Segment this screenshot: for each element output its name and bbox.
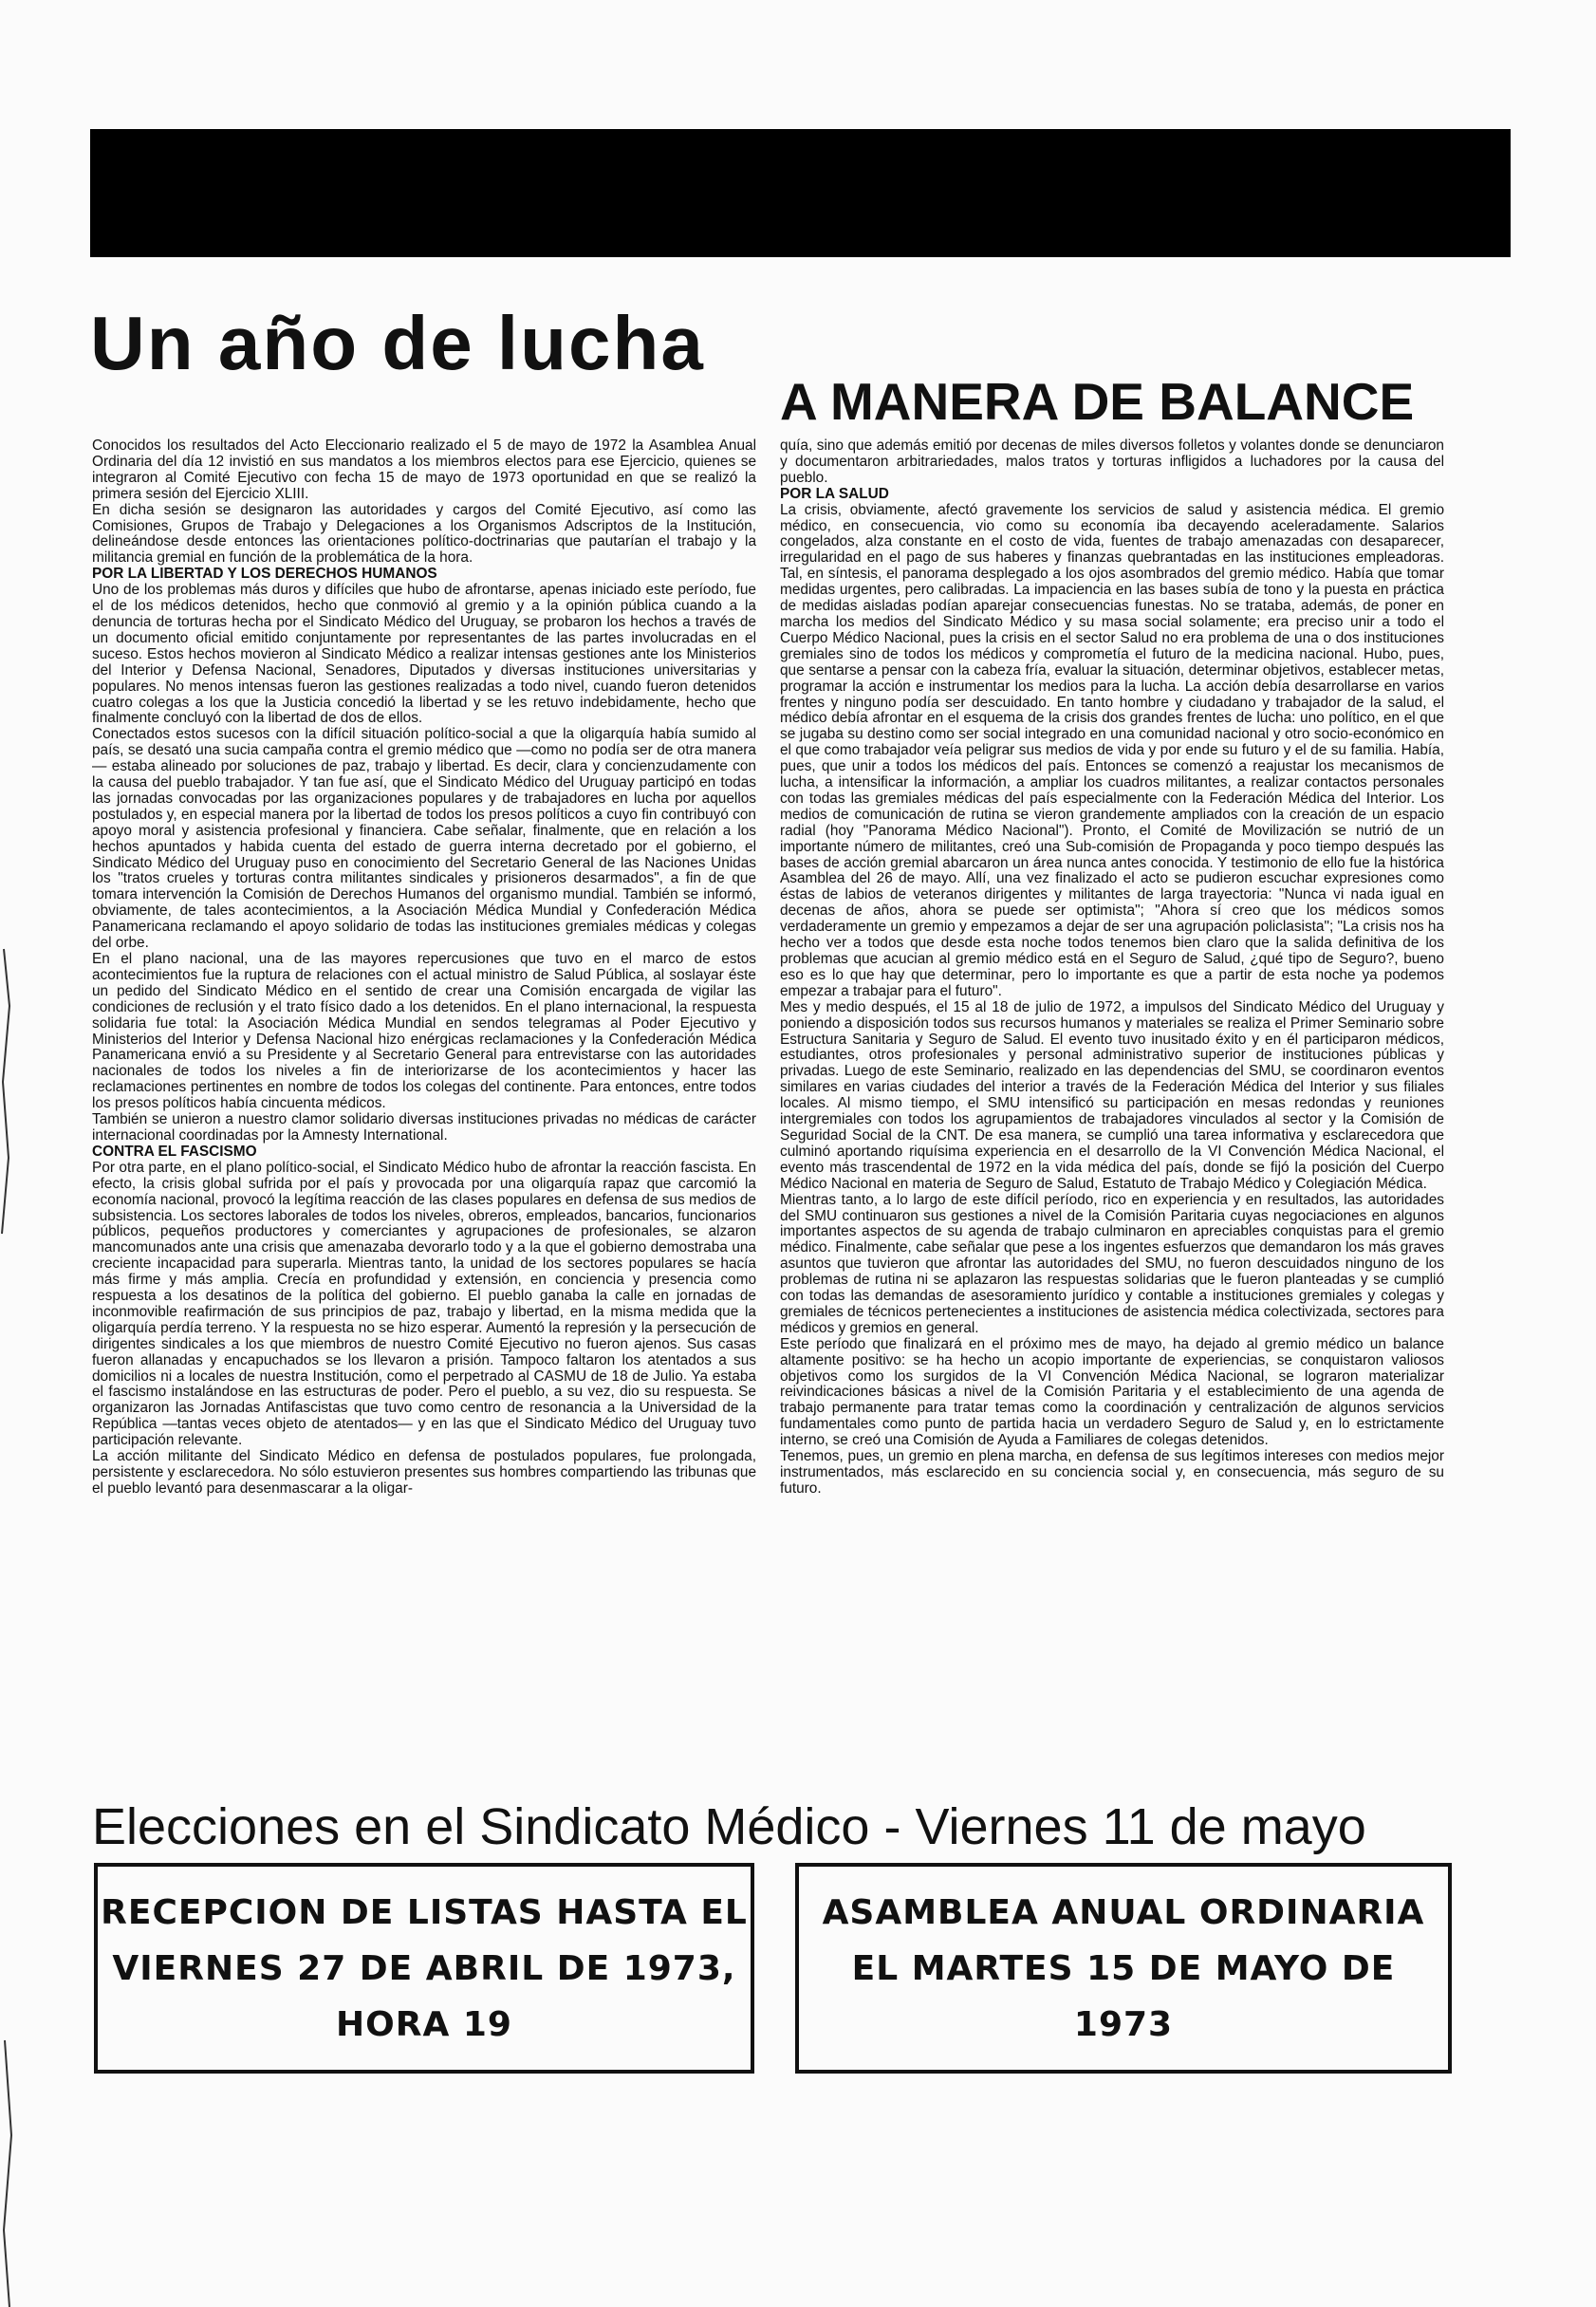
paragraph: quía, sino que además emitió por decenas de miles diversos folletos y volantes donde se denunciaron y documentaron arbitrariedades, malos tratos y torturas infligidos a luchadores por la causa del pueblo. bbox=[780, 437, 1444, 486]
paragraph: Por otra parte, en el plano político-social, el Sindicato Médico hubo de afrontar la reacción fascista. En efecto, la crisis global sufrida por el país y provocada por una oligarquía rapaz que carcomió la economía nacional, provocó la legítima reacción de las clases populares en defensa de sus medios de subsistencia. Los sectores laborales de todos los niveles, obreros, empleados, bancarios, funcionarios públicos, pequeños productores y comerciantes y agrupaciones de profesionales, se alzaron mancomunados ante una crisis que amenazaba devorarlo todo y a la que el gobierno demostraba una creciente incapacidad para superarla. Mientras tanto, la unidad de los sectores populares se hacía más firme y más amplia. Crecía en profundidad y extensión, en conciencia y presencia como respuesta a los desatinos de la política del gobierno. El pueblo ganaba la calle en jornadas de inconmovible reafirmación de sus principios de paz, trabajo y libertad, en la misma medida que la oligarquía perdía terreno. Y la respuesta no se hizo esperar. Aumentó la represión y la persecución de dirigentes sindicales a los que miembros de nuestro Comité Ejecutivo no fueron ajenos. Sus casas fueron allanadas y encapuchados se los llevaron a prisión. Tampoco faltaron los atentados a sus domicilios ni a locales de nuestra Institución, como el perpetrado al CASMU de 18 de Julio. Ya estaba el fascismo instalándose en las estructuras de poder. Pero el pueblo, a su vez, dio su respuesta. Se organizaron las Jornadas Antifascistas que tuvo como centro de resonancia a la Universidad de la República —tantas veces objeto de atentados— y en las que el Sindicato Médico del Uruguay tuvo participación relevante. bbox=[92, 1159, 756, 1449]
paragraph: Uno de los problemas más duros y difíciles que hubo de afrontarse, apenas iniciado este período, fue el de los médicos detenidos, hecho que conmovió al gremio y a la opinión pública cuando a la denuncia de torturas hecha por el Sindicato Médico del Uruguay, se probaron los hechos a través de un documento oficial emitido conjuntamente por representantes de las partes involucradas en el suceso. Estos hechos movieron al Sindicato Médico a realizar intensas gestiones ante los Ministerios del Interior y Defensa Nacional, Senadores, Diputados y diversas instituciones universitarias y populares. No menos intensas fueron las gestiones realizadas a todo nivel, cuando fueron detenidos cuatro colegas a los que la Justicia concedió la libertad y se les retuvo indebidamente, hecho que finalmente concluyó con la libertad de dos de ellos. bbox=[92, 582, 756, 727]
box-list-reception bbox=[94, 1863, 754, 2074]
header-black-bar bbox=[90, 129, 1511, 257]
right-column bbox=[780, 438, 1444, 1498]
paragraph: Tenemos, pues, un gremio en plena marcha, en defensa de sus legítimos intereses con medios mejor instrumentados, más esclarecido en su conciencia social y, en consecuencia, más seguro de su futuro. bbox=[780, 1448, 1444, 1497]
section-heading: POR LA LIBERTAD Y LOS DERECHOS HUMANOS bbox=[92, 566, 437, 583]
paragraph: La acción militante del Sindicato Médico en defensa de postulados populares, fue prolongada, persistente y esclarecedora. No sólo estuvieron presentes sus hombres compartiendo las tribunas que el pueblo levantó para desenmascarar a la oligar- bbox=[92, 1448, 756, 1497]
article-title: A MANERA DE BALANCE bbox=[780, 372, 1415, 431]
paragraph: En el plano nacional, una de las mayores repercusiones que tuvo en el marco de estos acontecimientos fue la ruptura de relaciones con el actual ministro de Salud Pública, al soslayar éste un pedido del Sindicato Médico en el sentido de crear una Comisión encargada de vigilar las condiciones de reclusión y el trato físico dado a los detenidos. En el plano internacional, la respuesta solidaria fue total: la Asociación Médica Mundial en sendos telegramas al Poder Ejecutivo y Ministerios del Interior y Defensa Nacional hizo enérgicas reclamaciones y la Confederación Médica Panamericana envió a su Presidente y al Secretario General para entrevistarse con las autoridades nacionales de todos los niveles a fin de interiorizarse de los acontecimientos y hacer las reclamaciones pertinentes en nombre de todos los colegas del continente. Para entonces, entre todos los presos políticos había cincuenta médicos. bbox=[92, 951, 756, 1112]
elections-banner: Elecciones en el Sindicato Médico - Viernes 11 de mayo bbox=[92, 1798, 1366, 1855]
paragraph: Mes y medio después, el 15 al 18 de julio de 1972, a impulsos del Sindicato Médico del Uruguay y poniendo a disposición todos sus recursos humanos y materiales se realiza el Primer Seminario sobre Estructura Sanitaria y Seguro de Salud. El evento tuvo inusitado éxito y en él participaron médicos, estudiantes, otros profesionales y personal administrativo superior de instituciones públicas y privadas. Luego de este Seminario, realizado en las dependencias del SMU, se coordinaron eventos similares en varias ciudades del interior a través de la Federación Médica del Interior y sus filiales locales. Al mismo tiempo, el SMU intensificó su participación en mesas redondas y reuniones intergremiales con todos los agrupamientos de trabajadores vinculados al sector y la Comisión de Seguridad Social de la CNT. De esa manera, se cumplió una tarea informativa y esclarecedora que culminó aportando riquísima experiencia en el desarrollo de la VI Convención Médica Nacional, el evento más trascendental de 1972 en la vida médica del país, donde se fijó la posición del Cuerpo Médico Nacional en materia de Seguro de Salud, Estatuto de Trabajo Médico y Colegiación Médica. bbox=[780, 998, 1444, 1192]
box-annual-assembly bbox=[795, 1863, 1452, 2074]
section-heading: POR LA SALUD bbox=[780, 485, 889, 502]
page-edge-mark bbox=[0, 0, 17, 2307]
box-list-reception-text: RECEPCION DE LISTAS HASTA EL VIERNES 27 DE ABRIL DE 1973, HORA 19 bbox=[101, 1892, 748, 2044]
left-column bbox=[92, 438, 756, 1498]
page-title: Un año de lucha bbox=[90, 301, 705, 385]
paragraph: Conectados estos sucesos con la difícil situación político-social a que la oligarquía había sumido al país, se desató una sucia campaña contra el gremio médico que —como no podía ser de otra manera— estaba alineado por soluciones de paz, trabajo y libertad. Es decir, clara y concienzudamente con la causa del pueblo trabajador. Y tan fue así, que el Sindicato Médico del Uruguay participó en todas las jornadas convocadas por las organizaciones populares y de trabajadores en lucha por aquellos postulados y, en especial manera por la libertad de todos los presos políticos a cuyo fin contribuyó con apoyo moral y asistencia profesional y financiera. Cabe señalar, finalmente, que en relación a los hechos apuntados y habida cuenta del estado de guerra interna decretado por el gobierno, el Sindicato Médico del Uruguay puso en conocimiento del Secretario General de las Naciones Unidas los "tratos crueles y torturas contra militantes sindicales y prisioneros desarmados", a fin de que tomara intervención la Comisión de Derechos Humanos del organismo mundial. También se informó, obviamente, de tales acontecimientos, a la Asociación Médica Mundial y Confederación Médica Panamericana reclamando el apoyo solidario de todas las instituciones gremiales médicas y colegas del orbe. bbox=[92, 726, 756, 952]
paragraph: También se unieron a nuestro clamor solidario diversas instituciones privadas no médicas de carácter internacional coordinadas por la Amnesty International. bbox=[92, 1111, 756, 1144]
paragraph: En dicha sesión se designaron las autoridades y cargos del Comité Ejecutivo, así como las Comisiones, Grupos de Trabajo y Delegaciones a los Organismos Adscriptos de la Institución, delineándose desde entonces las orientaciones político-doctrinarias que pautarían el trabajo y la militancia gremial en función de la problemática de la hora. bbox=[92, 501, 756, 567]
section-heading: CONTRA EL FASCISMO bbox=[92, 1143, 257, 1160]
paragraph: La crisis, obviamente, afectó gravemente los servicios de salud y asistencia médica. El gremio médico, en consecuencia, vio como su economía iba decayendo aceleradamente. Salarios congelados, alza constante en el costo de vida, fuentes de trabajo amenazadas con desaparecer, irregularidad en el pago de sus haberes y finanzas quebrantadas en las instituciones empleadoras. Tal, en síntesis, el panorama desplegado a los ojos asombrados del gremio médico. Había que tomar medidas urgentes, pero calibradas. La impaciencia en las bases subía de tono y la puesta en práctica de medidas aisladas podían aparejar consecuencias funestas. No se trataba, además, de poner en marcha los medios del Sindicato Médico y su masa social solamente; era preciso unir a todo el Cuerpo Médico Nacional, pues la crisis en el sector Salud no era problema de una o dos instituciones gremiales sino de todos los médicos y comprometía el futuro de la medicina nacional. Hubo, pues, que sentarse a pensar con la cabeza fría, evaluar la situación, determinar objetivos, establecer metas, programar la acción e instrumentar los medios para la lucha. La acción debía desarrollarse en varios frentes y ninguno podía ser descuidado. En tanto hombre y ciudadano y trabajador de la salud, el médico debía afrontar en el esquema de la crisis dos grandes frentes de lucha: uno político, en el que se jugaba su destino como ser social integrado en una comunidad nacional y otro socio-económico en el que como trabajador veía peligrar sus medios de vida y por ende su futuro y el de su familia. Había, pues, que unir a todos los médicos del país. Entonces se comenzó a reajustar los mecanismos de lucha, a intensificar la información, a ampliar los cuadros militantes, a realizar contactos personales con todas las gremiales médicas del país especialmente con la Federación Médica del Interior. Los medios de comunicación de rutina se vieron grandemente ampliados con la creación de un espacio radial (hoy "Panorama Médico Nacional"). Pronto, el Comité de Movilización se nutrió de un importante número de militantes, creó una Sub-comisión de Propaganda y poco tiempo después las bases de acción gremial abarcaron un área nunca antes conocida. Y testimonio de ello fue la histórica Asamblea del 26 de mayo. Allí, una vez finalizado el acto se pudieron escuchar expresiones como éstas de labios de veteranos dirigentes y militantes de larga trayectoria: "Nunca vi nada igual en decenas de años, ahora se puede ser optimista"; "Ahora sí creo que los médicos somos verdaderamente un gremio y empezamos a dejar de ser una agrupación policlasista"; "La crisis nos ha hecho ver a todos que desde esta noche todos tenemos bien claro que la salida definitiva de los problemas que acucian al gremio médico está en el Seguro de Salud, ¿qué tipo de Seguro?, bueno eso es lo que hay que determinar, pero lo importante es que a partir de esta noche ya podemos empezar a trabajar para el futuro". bbox=[780, 501, 1444, 999]
paragraph: Mientras tanto, a lo largo de este difícil período, rico en experiencia y en resultados, las autoridades del SMU continuaron sus gestiones a nivel de la Comisión Paritaria cuyas negociaciones en algunos importantes aspectos de su agenda de trabajo culminaron en apreciables conquistas para el gremio médico. Finalmente, cabe señalar que pese a los ingentes esfuerzos que demandaron los más graves asuntos que tuvieron que afrontar las autoridades del SMU, no fueron descuidados ninguno de los problemas de rutina ni se aplazaron las respuestas solidarias que le fueron planteadas y se cumplió con todas las demandas de asesoramiento jurídico y contable a instituciones gremiales y colegas y gremiales de técnicos pertenecientes a instituciones de asistencia médica colectivizada, sectores para médicos y gremios en general. bbox=[780, 1191, 1444, 1336]
box-annual-assembly-text: ASAMBLEA ANUAL ORDINARIA EL MARTES 15 DE MAYO DE 1973 bbox=[822, 1892, 1425, 2044]
paragraph: Este período que finalizará en el próximo mes de mayo, ha dejado al gremio médico un balance altamente positivo: se ha hecho un acopio importante de experiencias, se conquistaron valiosos objetivos como los surgidos de la VI Convención Médica Nacional, se lograron materializar reivindicaciones básicas a nivel de la Comisión Paritaria y el establecimiento de una agenda de trabajo permanente para tratar temas como la coordinación y centralización de algunos servicios fundamentales como punto de partida hacia un verdadero Seguro de Salud y, en lo estrictamente interno, se creó una Comisión de Ayuda a Familiares de colegas detenidos. bbox=[780, 1335, 1444, 1449]
paragraph: Conocidos los resultados del Acto Eleccionario realizado el 5 de mayo de 1972 la Asamblea Anual Ordinaria del día 12 invistió en sus mandatos a los miembros electos para ese Ejercicio, quienes se integraron al Comité Ejecutivo con fecha 15 de mayo de 1973 oportunidad en que se realizó la primera sesión del Ejercicio XLIII. bbox=[92, 437, 756, 502]
